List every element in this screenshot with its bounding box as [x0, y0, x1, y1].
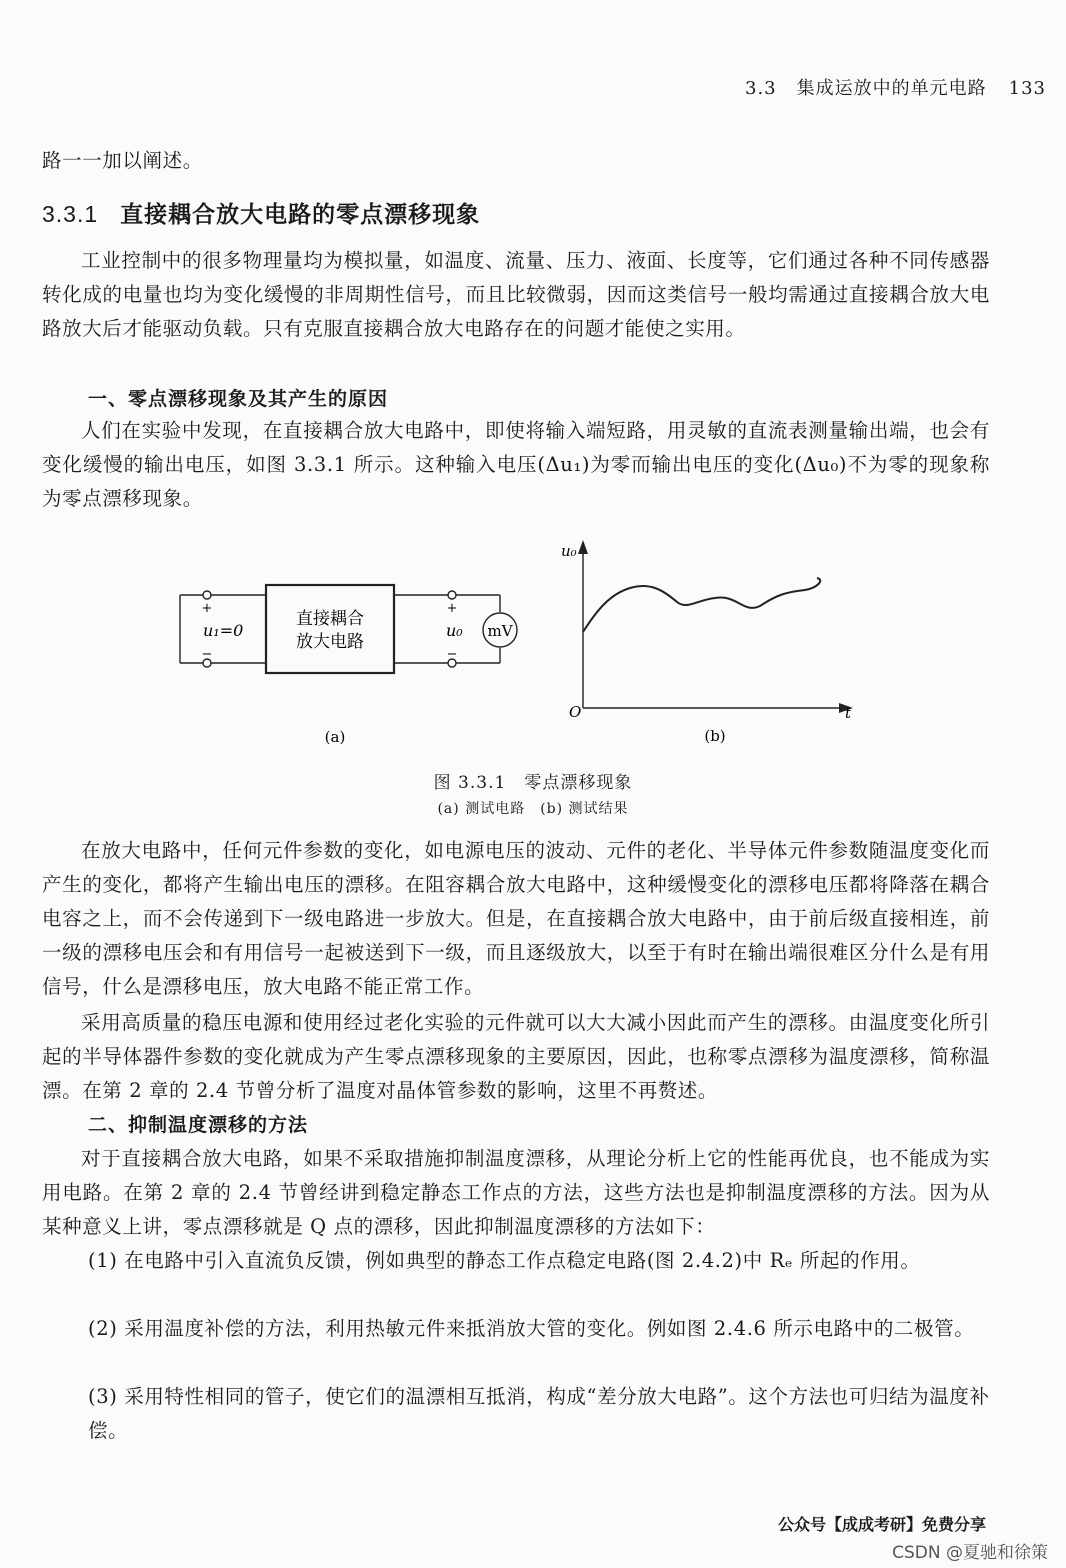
section-number: 3.3.1: [42, 201, 99, 227]
y-axis-label: u₀: [561, 542, 577, 560]
paragraph-4: 采用高质量的稳压电源和使用经过老化实验的元件就可以大大减小因此而产生的漂移。由温度变化所引起的半导体器件参数的变化就成为产生零点漂移现象的主要原因，因此，也称零点漂移为温度漂移，简称温漂。在第 2 章的 2.4 节曾分析了温度对晶体管参数的影响，这里不再赘述。: [42, 1011, 990, 1102]
output-plus: +: [446, 601, 458, 616]
caption-a: (a): [324, 728, 346, 746]
input-minus: −: [201, 647, 213, 662]
subheading-2: 二、抑制温度漂移的方法: [88, 1114, 309, 1136]
header-section-number: 3.3: [745, 78, 777, 99]
drift-curve: [583, 578, 820, 632]
list-item-text: (2) 采用温度补偿的方法，利用热敏元件来抵消放大管的变化。例如图 2.4.6 所示电路中的二极管。: [88, 1317, 975, 1340]
amplifier-label-line2: 放大电路: [296, 632, 364, 652]
list-item-text: (1) 在电路中引入直流负反馈，例如典型的静态工作点稳定电路(图 2.4.2)中 Rₑ 所起的作用。: [88, 1249, 921, 1272]
watermark-line1: 公众号【成成考研】免费分享: [777, 1515, 986, 1534]
continued-line: 路一一加以阐述。: [42, 149, 203, 172]
input-label: u₁=0: [203, 621, 244, 640]
figure-a-circuit: [170, 570, 540, 760]
output-minus: −: [446, 647, 458, 662]
list-item-text: (3) 采用特性相同的管子，使它们的温漂相互抵消，构成“差分放大电路”。这个方法也可归结为温度补偿。: [88, 1385, 990, 1442]
output-label: u₀: [446, 621, 463, 640]
page-number: 133: [1008, 78, 1046, 99]
section-title: 直接耦合放大电路的零点漂移现象: [120, 202, 481, 228]
y-axis-arrow: [578, 540, 588, 554]
section-heading: [42, 196, 480, 229]
figure-subcaption: (a) 测试电路 (b) 测试结果: [437, 801, 629, 817]
paragraph-5: 对于直接耦合放大电路，如果不采取措施抑制温度漂移，从理论分析上它的性能再优良，也不能成为实用电路。在第 2 章的 2.4 节曾经讲到稳定静态工作点的方法，这些方法也是抑制温度漂移的方法。因为从某种意义上讲，零点漂移就是 Q 点的漂移，因此抑制温度漂移的方法如下：: [42, 1147, 990, 1238]
subheading-1: 一、零点漂移现象及其产生的原因: [88, 388, 389, 410]
input-plus: +: [201, 601, 213, 616]
running-header: [745, 74, 1046, 100]
paragraph-3: 在放大电路中，任何元件参数的变化，如电源电压的波动、元件的老化、半导体元件参数随温度变化而产生的变化，都将产生输出电压的漂移。在阻容耦合放大电路中，这种缓慢变化的漂移电压都将降落在耦合电容之上，而不会传递到下一级电路进一步放大。但是，在直接耦合放大电路中，由于前后级直接相连，前一级的漂移电压会和有用信号一起被送到下一级，而且逐级放大，以至于有时在输出端很难区分什么是有用信号，什么是漂移电压，放大电路不能正常工作。: [42, 839, 990, 998]
list-item: [42, 1312, 990, 1346]
list-item: [42, 1380, 990, 1448]
paragraph-2: 人们在实验中发现，在直接耦合放大电路中，即使将输入端短路，用灵敏的直流表测量输出端，也会有变化缓慢的输出电压，如图 3.3.1 所示。这种输入电压(Δu₁)为零而输出电压的变化(Δu₀)不为零的现象称为零点漂移现象。: [42, 419, 990, 510]
figure-caption: 图 3.3.1 零点漂移现象: [433, 773, 633, 793]
watermark-line2: CSDN @夏驰和徐策: [892, 1543, 1048, 1563]
amplifier-label-line1: 直接耦合: [296, 609, 364, 629]
meter-label: mV: [487, 622, 513, 640]
amplifier-box: [266, 585, 394, 673]
origin-label: O: [569, 703, 582, 721]
list-item: [42, 1244, 990, 1278]
paragraph-1: 工业控制中的很多物理量均为模拟量，如温度、流量、压力、液面、长度等，它们通过各种不同传感器转化成的电量也均为变化缓慢的非周期性信号，而且比较微弱，因而这类信号一般均需通过直接耦合放大电路放大后才能驱动负载。只有克服直接耦合放大电路存在的问题才能使之实用。: [42, 249, 990, 340]
caption-b: (b): [704, 727, 726, 745]
figure-b-plot: [555, 532, 865, 752]
header-section-title: 集成运放中的单元电路: [796, 78, 987, 99]
x-axis-label: t: [845, 704, 852, 722]
